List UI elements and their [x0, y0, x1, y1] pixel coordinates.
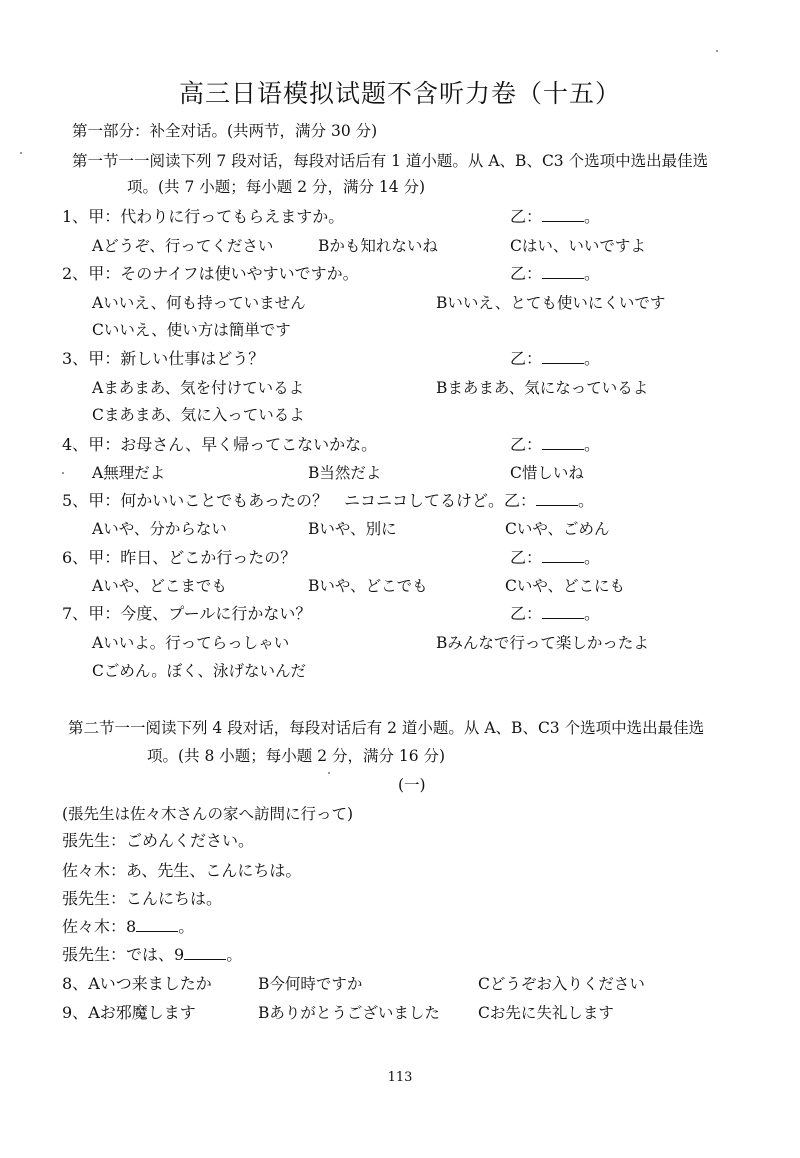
- part1-heading: 第一部分：补全对话。(共两节，满分 30 分): [72, 122, 378, 140]
- section2-heading-cont: 项。(共 8 小题；每小题 2 分，满分 16 分): [147, 747, 446, 765]
- speaker: 張先生：: [62, 831, 127, 850]
- option-5c: Cいや、ごめん: [505, 520, 610, 538]
- answer-blank-4: 乙： 。: [510, 435, 601, 454]
- dialogue-line: 張先生：では、9 。: [62, 945, 243, 964]
- dialogue-line: 張先生：こんにちは。: [62, 889, 223, 908]
- blank-line: [136, 917, 178, 932]
- speaker: 張先生：: [62, 889, 127, 908]
- option-1c: Cはい、いいですよ: [510, 237, 646, 255]
- dialogue-number: (一): [398, 776, 426, 794]
- blank-line: [542, 435, 584, 450]
- dialogue-line: 張先生：ごめんください。: [62, 831, 255, 850]
- answer-blank-2: 乙： 。: [510, 264, 601, 283]
- scan-speck: [716, 50, 718, 52]
- question-2: 2、甲：そのナイフは使いやすいですか。: [62, 264, 359, 283]
- section2-heading: 第二节一一阅读下列 4 段对话，每段对话后有 2 道小题。从 A、B、C3 个选项中选出最佳选: [68, 719, 705, 737]
- blank-line: [536, 491, 578, 506]
- section1-heading: 第一节一一阅读下列 7 段对话，每段对话后有 1 道小题。从 A、B、C3 个选项中选出最佳选: [72, 152, 709, 170]
- speaker: 張先生：: [62, 945, 127, 964]
- option-4c: C惜しいね: [510, 464, 584, 482]
- option-9b: Bありがとうございました: [258, 1004, 440, 1022]
- dialogue-line: 佐々木：あ、先生、こんにちは。: [62, 861, 302, 880]
- dialogue-context: (張先生は佐々木さんの家へ訪問に行って): [62, 805, 354, 823]
- option-4a: A無理だよ: [92, 464, 166, 482]
- question-3: 3、甲：新しい仕事はどう？: [62, 349, 265, 368]
- option-7a: Aいいよ。行ってらっしゃい: [92, 634, 290, 652]
- section1-heading-cont: 项。(共 7 小题；每小题 2 分，满分 14 分): [127, 178, 426, 196]
- option-2c: Cいいえ、使い方は簡単です: [92, 321, 291, 339]
- scan-speck: [20, 152, 22, 154]
- speaker: 佐々木：: [62, 861, 127, 880]
- question-8: 8、Aいつ来ましたか: [62, 974, 212, 993]
- page-number: 113: [387, 1070, 413, 1085]
- scan-speck: [328, 772, 330, 774]
- answer-blank-1: 乙： 。: [510, 207, 601, 226]
- page-title: 高三日语模拟试题不含听力卷（十五）: [178, 79, 621, 108]
- answer-blank-7: 乙： 。: [510, 604, 601, 623]
- option-8b: B今何時ですか: [258, 975, 363, 993]
- blank-line: [542, 548, 584, 563]
- blank-line: [542, 604, 584, 619]
- blank-line: [542, 349, 584, 364]
- option-6a: Aいや、どこまでも: [92, 577, 227, 595]
- option-3b: Bまあまあ、気になっているよ: [436, 379, 649, 397]
- option-2a: Aいいえ、何も持っていません: [92, 294, 306, 312]
- option-1a: Aどうぞ、行ってください: [92, 237, 274, 255]
- question-1: 1、甲：代わりに行ってもらえますか。: [62, 207, 345, 226]
- dialogue-line: 佐々木：8 。: [62, 917, 195, 936]
- option-1b: Bかも知れないね: [318, 237, 438, 255]
- question-7: 7、甲：今度、プールに行かない？: [62, 604, 312, 623]
- speaker: 佐々木：: [62, 917, 127, 936]
- answer-blank-6: 乙： 。: [510, 548, 601, 567]
- option-7b: Bみんなで行って楽しかったよ: [436, 634, 649, 652]
- answer-blank-3: 乙： 。: [510, 349, 601, 368]
- option-6c: Cいや、どこにも: [505, 577, 626, 595]
- option-4b: B当然だよ: [308, 464, 382, 482]
- option-8c: Cどうぞお入りください: [478, 975, 645, 993]
- option-9c: Cお先に失礼します: [478, 1004, 614, 1022]
- option-3c: Cまあまあ、気に入っているよ: [92, 406, 305, 424]
- blank-line: [542, 207, 584, 222]
- option-6b: Bいや、どこでも: [308, 577, 428, 595]
- option-5b: Bいや、別に: [308, 520, 397, 538]
- question-4: 4、甲：お母さん、早く帰ってこないかな。: [62, 435, 378, 454]
- blank-line: [542, 264, 584, 279]
- question-5: 5、甲：何かいいことでもあったの？ ニコニコしてるけど。乙： 。: [62, 491, 595, 510]
- question-9: 9、Aお邪魔します: [62, 1003, 196, 1022]
- scan-speck: [62, 472, 64, 474]
- option-3a: Aまあまあ、気を付けているよ: [92, 379, 305, 397]
- option-7c: Cごめん。ぼく、泳げないんだ: [92, 662, 306, 680]
- option-5a: Aいや、分からない: [92, 520, 227, 538]
- question-6: 6、甲：昨日、どこか行ったの？: [62, 548, 297, 567]
- blank-line: [184, 945, 226, 960]
- option-2b: Bいいえ、とても使いにくいです: [436, 294, 666, 312]
